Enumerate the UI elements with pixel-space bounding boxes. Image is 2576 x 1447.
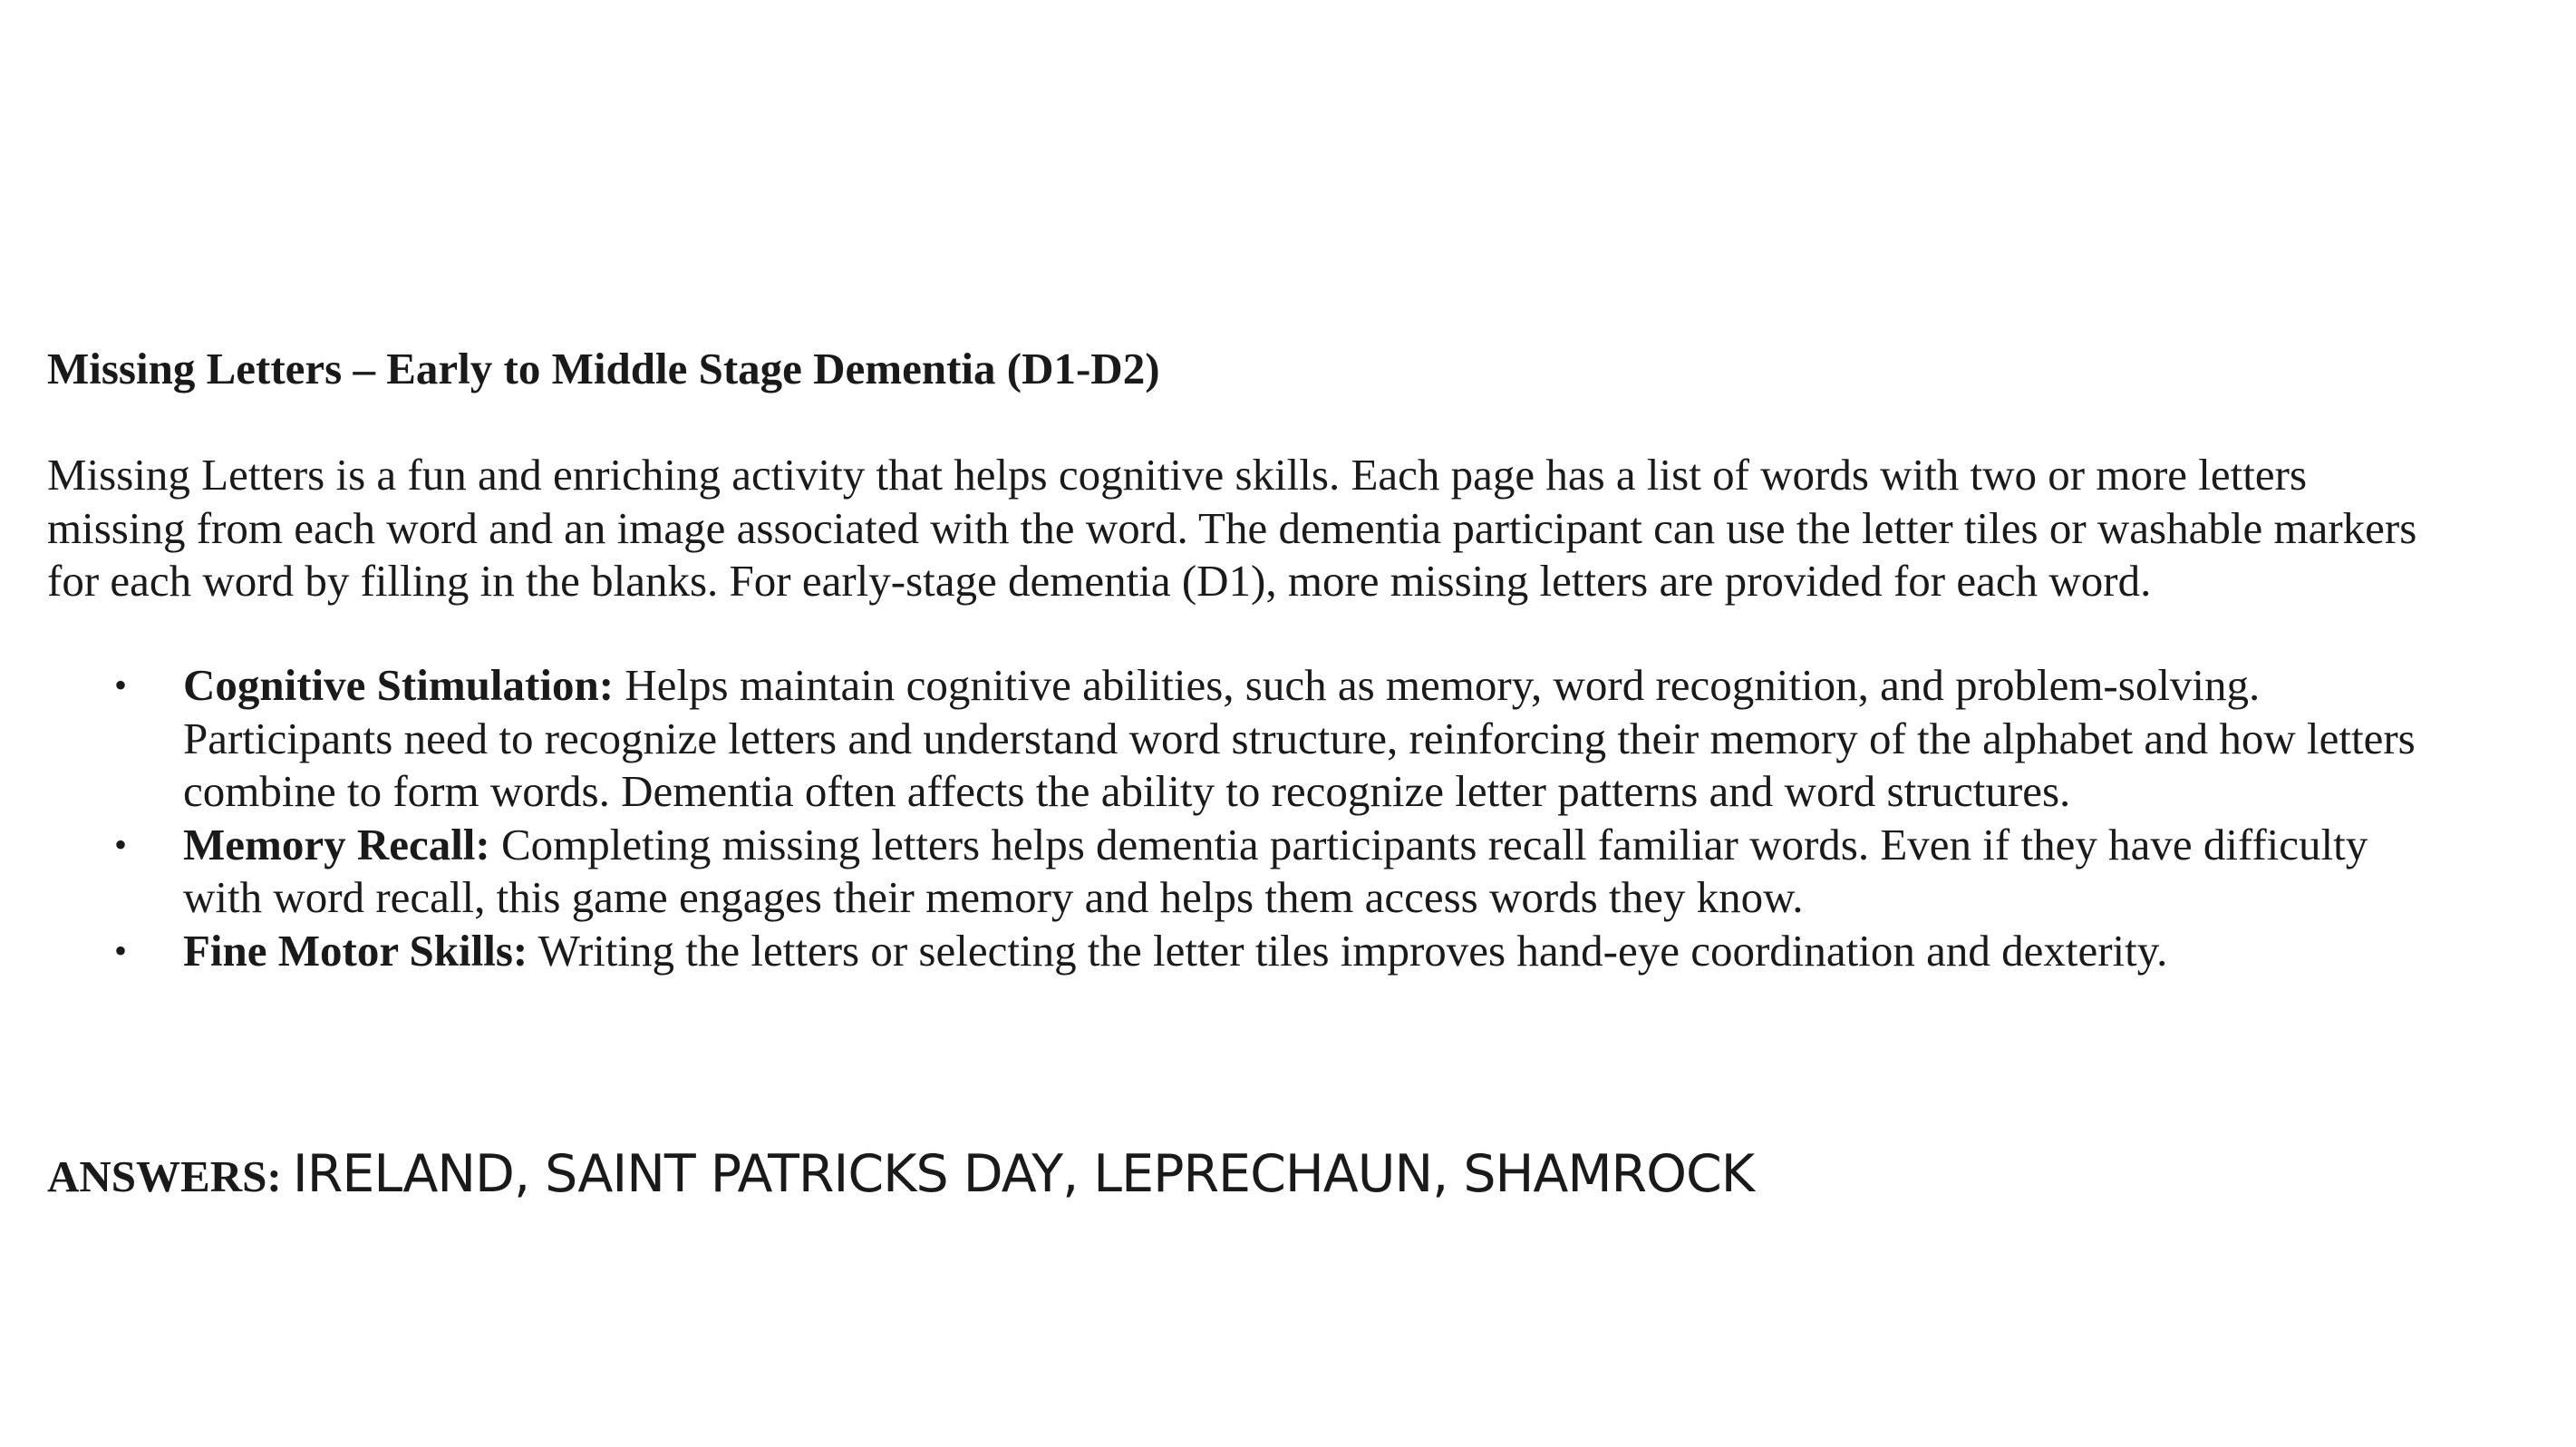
benefit-line (183, 819, 2531, 872)
benefits-list (47, 659, 2531, 977)
bullet-icon: • (114, 823, 128, 865)
benefit-text: Completing missing letters helps dementia participants recall familiar words. Even if they have difficulty (489, 819, 2368, 869)
benefit-text: Helps maintain cognitive abilities, such as memory, word recognition, and problem-solving. (614, 660, 2261, 710)
intro-paragraph (47, 449, 2531, 608)
benefit-text: Writing the letters or selecting the letter tiles improves hand-eye coordination and dexterity. (528, 925, 2168, 976)
benefit-title: Fine Motor Skills: (183, 925, 528, 976)
benefit-title: Memory Recall: (183, 819, 490, 869)
benefit-text: combine to form words. Dementia often affects the ability to recognize letter patterns and word structures. (183, 766, 2071, 816)
intro-line: for each word by filling in the blanks. For early-stage dementia (D1), more missing letters are provided for each word. (47, 556, 2152, 606)
bullet-icon: • (114, 929, 128, 971)
benefit-text: with word recall, this game engages their memory and helps them access words they know. (183, 872, 1804, 922)
benefit-line (183, 659, 2531, 713)
answers-label: ANSWERS: (47, 1151, 293, 1201)
document-page (47, 0, 2531, 1447)
answers-value: IRELAND, SAINT PATRICKS DAY, LEPRECHAUN, SHAMROCK (292, 1144, 1755, 1204)
bullet-icon: • (114, 665, 128, 705)
benefit-line (183, 925, 2531, 978)
intro-line: missing from each word and an image associated with the word. The dementia participant can use the letter tiles or washable markers (47, 502, 2417, 553)
benefit-item-memory-recall (47, 819, 2531, 925)
benefit-title: Cognitive Stimulation: (183, 660, 615, 710)
benefit-item-cognitive-stimulation (47, 659, 2531, 819)
answers-line (47, 1138, 1754, 1224)
benefit-item-fine-motor-skills (47, 925, 2531, 978)
intro-line: Missing Letters is a fun and enriching activity that helps cognitive skills. Each page has a list of words with two or more letters (47, 450, 2308, 500)
benefit-text: Participants need to recognize letters and understand word structure, reinforcing their memory of the alphabet and how letters (183, 713, 2416, 763)
document-title: Missing Letters – Early to Middle Stage Dementia (D1-D2) (47, 344, 1160, 393)
